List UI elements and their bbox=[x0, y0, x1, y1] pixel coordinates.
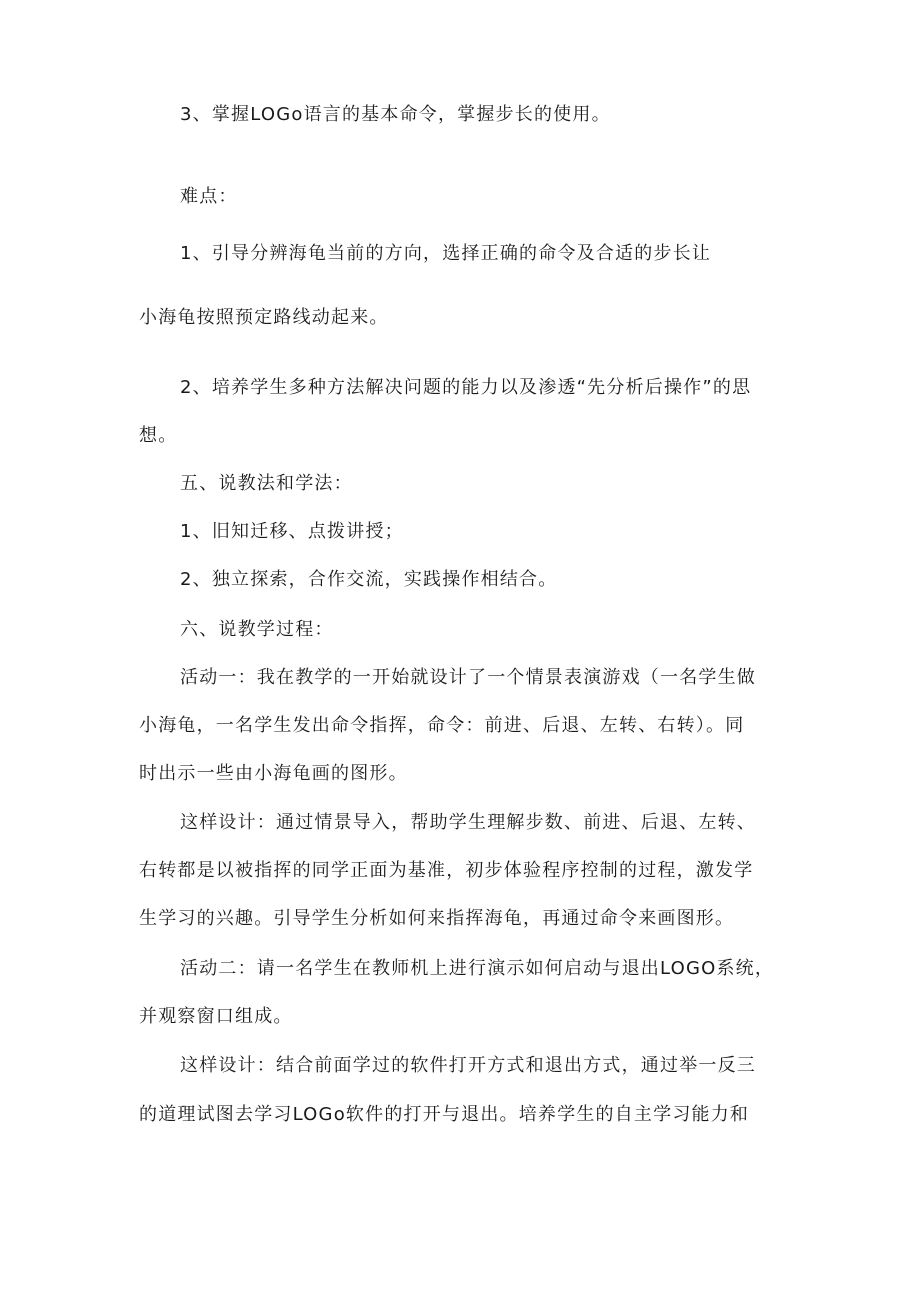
text-line: 这样设计：通过情景导入，帮助学生理解步数、前进、后退、左转、 bbox=[180, 812, 756, 833]
text-line: 生学习的兴趣。引导学生分析如何来指挥海龟，再通过命令来画图形。 bbox=[139, 908, 735, 929]
text-line: 2、独立探索，合作交流，实践操作相结合。 bbox=[180, 569, 558, 590]
text-line: 并观察窗口组成。 bbox=[139, 1006, 293, 1027]
text-line: 时出示一些由小海龟画的图形。 bbox=[139, 763, 408, 784]
text-line: 1、引导分辨海龟当前的方向，选择正确的命令及合适的步长让 bbox=[180, 243, 712, 264]
text-line: 活动二：请一名学生在教师机上进行演示如何启动与退出LOGO系统， bbox=[180, 958, 775, 979]
text-line: 想。 bbox=[139, 425, 178, 446]
text-line: 六、说教学过程： bbox=[180, 619, 334, 640]
text-line: 2、培养学生多种方法解决问题的能力以及渗透“先分析后操作”的思 bbox=[180, 377, 752, 398]
text-line: 五、说教法和学法： bbox=[180, 473, 353, 494]
text-line: 小海龟，一名学生发出命令指挥，命令：前进、后退、左转、右转）。同 bbox=[139, 715, 745, 736]
text-line: 难点： bbox=[180, 186, 238, 207]
text-line: 这样设计：结合前面学过的软件打开方式和退出方式，通过举一反三 bbox=[180, 1055, 756, 1076]
text-line: 活动一：我在教学的一开始就设计了一个情景表演游戏（一名学生做 bbox=[180, 667, 756, 688]
text-line: 3、掌握LOGo语言的基本命令，掌握步长的使用。 bbox=[180, 104, 611, 125]
text-line: 的道理试图去学习LOGo软件的打开与退出。培养学生的自主学习能力和 bbox=[139, 1104, 750, 1125]
text-line: 小海龟按照预定路线动起来。 bbox=[139, 307, 389, 328]
text-line: 1、旧知迁移、点拨讲授； bbox=[180, 521, 404, 542]
text-line: 右转都是以被指挥的同学正面为基准，初步体验程序控制的过程，激发学 bbox=[139, 860, 754, 881]
